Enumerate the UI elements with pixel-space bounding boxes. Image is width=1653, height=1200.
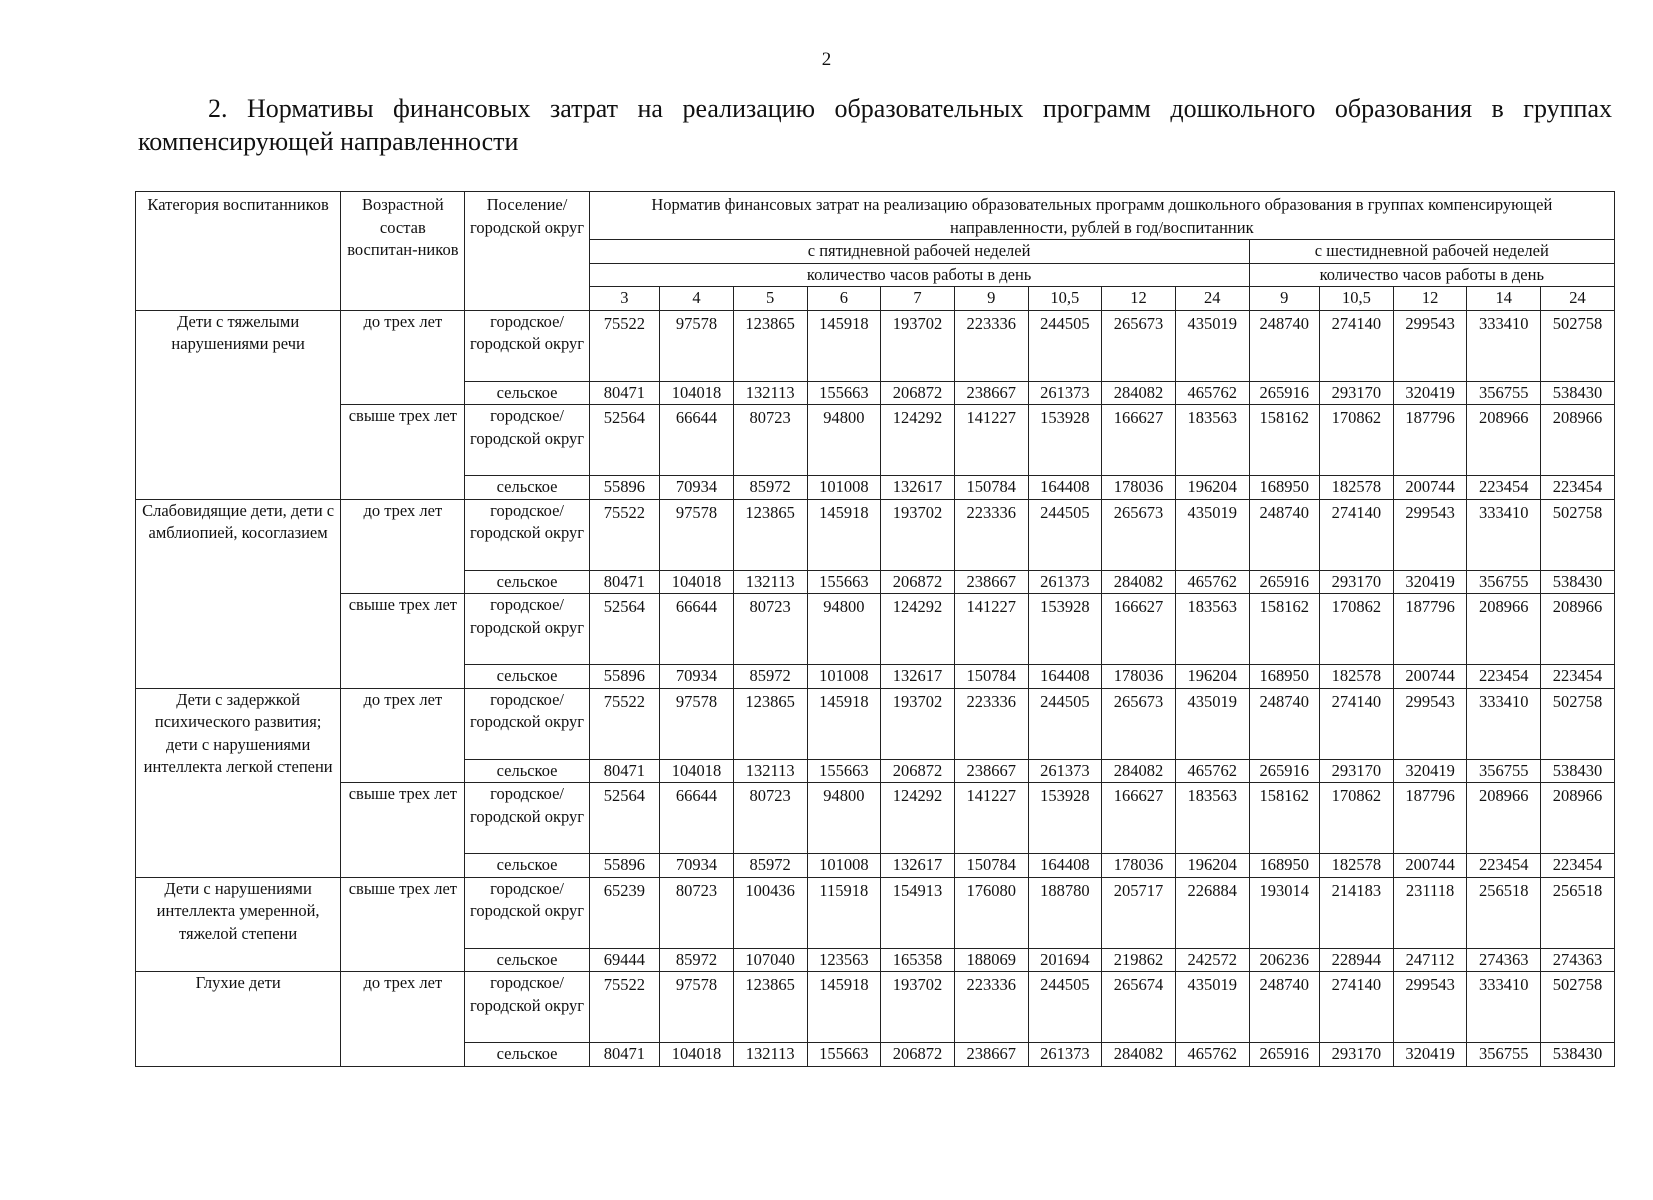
value-cell: 80471 xyxy=(589,1043,660,1067)
value-cell: 502758 xyxy=(1541,499,1615,570)
value-cell: 293170 xyxy=(1320,1043,1394,1067)
value-cell: 153928 xyxy=(1028,594,1102,665)
table-row xyxy=(136,688,1615,759)
settlement-cell: городское/ городской округ xyxy=(465,594,589,665)
value-cell: 80723 xyxy=(733,783,807,854)
category-cell: Дети с тяжелыми нарушениями речи xyxy=(136,310,341,499)
value-cell: 223336 xyxy=(954,972,1028,1043)
value-cell: 206872 xyxy=(881,759,955,783)
value-cell: 223336 xyxy=(954,499,1028,570)
value-cell: 187796 xyxy=(1393,783,1467,854)
value-cell: 132113 xyxy=(733,570,807,594)
value-cell: 193702 xyxy=(881,499,955,570)
value-cell: 94800 xyxy=(807,594,881,665)
value-cell: 132617 xyxy=(881,476,955,500)
value-cell: 284082 xyxy=(1102,381,1176,405)
normatives-table xyxy=(135,191,1615,1067)
value-cell: 293170 xyxy=(1320,381,1394,405)
value-cell: 104018 xyxy=(660,759,734,783)
value-cell: 75522 xyxy=(589,499,660,570)
value-cell: 320419 xyxy=(1393,381,1467,405)
value-cell: 187796 xyxy=(1393,594,1467,665)
value-cell: 158162 xyxy=(1249,405,1320,476)
value-cell: 265916 xyxy=(1249,381,1320,405)
value-cell: 261373 xyxy=(1028,381,1102,405)
value-cell: 261373 xyxy=(1028,570,1102,594)
value-cell: 183563 xyxy=(1175,594,1249,665)
age-cell: до трех лет xyxy=(341,972,465,1067)
age-cell: до трех лет xyxy=(341,499,465,594)
table-row xyxy=(136,310,1615,381)
hours-five-day-cell: 4 xyxy=(660,287,734,311)
value-cell: 132113 xyxy=(733,759,807,783)
settlement-cell: сельское xyxy=(465,381,589,405)
value-cell: 208966 xyxy=(1467,594,1541,665)
value-cell: 150784 xyxy=(954,476,1028,500)
value-cell: 193014 xyxy=(1249,877,1320,948)
value-cell: 261373 xyxy=(1028,1043,1102,1067)
age-cell: свыше трех лет xyxy=(341,405,465,500)
value-cell: 206872 xyxy=(881,381,955,405)
value-cell: 132113 xyxy=(733,1043,807,1067)
value-cell: 97578 xyxy=(660,499,734,570)
value-cell: 100436 xyxy=(733,877,807,948)
value-cell: 123865 xyxy=(733,972,807,1043)
value-cell: 182578 xyxy=(1320,854,1394,878)
value-cell: 265916 xyxy=(1249,1043,1320,1067)
value-cell: 101008 xyxy=(807,665,881,689)
value-cell: 85972 xyxy=(733,665,807,689)
value-cell: 244505 xyxy=(1028,310,1102,381)
value-cell: 208966 xyxy=(1467,405,1541,476)
value-cell: 178036 xyxy=(1102,854,1176,878)
value-cell: 502758 xyxy=(1541,310,1615,381)
value-cell: 55896 xyxy=(589,476,660,500)
value-cell: 265916 xyxy=(1249,759,1320,783)
age-cell: до трех лет xyxy=(341,688,465,783)
value-cell: 164408 xyxy=(1028,476,1102,500)
settlement-cell: городское/ городской округ xyxy=(465,972,589,1043)
value-cell: 214183 xyxy=(1320,877,1394,948)
value-cell: 170862 xyxy=(1320,594,1394,665)
value-cell: 70934 xyxy=(660,854,734,878)
value-cell: 465762 xyxy=(1175,1043,1249,1067)
value-cell: 168950 xyxy=(1249,665,1320,689)
value-cell: 66644 xyxy=(660,783,734,854)
value-cell: 435019 xyxy=(1175,499,1249,570)
value-cell: 168950 xyxy=(1249,476,1320,500)
value-cell: 356755 xyxy=(1467,381,1541,405)
hours-five-day-cell: 12 xyxy=(1102,287,1176,311)
value-cell: 132617 xyxy=(881,854,955,878)
header-age: Возрастной состав воспитан-ников xyxy=(341,192,465,311)
value-cell: 333410 xyxy=(1467,688,1541,759)
value-cell: 206872 xyxy=(881,1043,955,1067)
hours-six-day-cell: 9 xyxy=(1249,287,1320,311)
hours-six-day-cell: 14 xyxy=(1467,287,1541,311)
value-cell: 141227 xyxy=(954,594,1028,665)
value-cell: 155663 xyxy=(807,381,881,405)
value-cell: 299543 xyxy=(1393,310,1467,381)
value-cell: 170862 xyxy=(1320,405,1394,476)
header-hours-label-six-day: количество часов работы в день xyxy=(1249,263,1614,287)
value-cell: 196204 xyxy=(1175,476,1249,500)
value-cell: 66644 xyxy=(660,594,734,665)
value-cell: 97578 xyxy=(660,310,734,381)
value-cell: 55896 xyxy=(589,854,660,878)
value-cell: 145918 xyxy=(807,972,881,1043)
value-cell: 223454 xyxy=(1467,476,1541,500)
value-cell: 94800 xyxy=(807,405,881,476)
value-cell: 170862 xyxy=(1320,783,1394,854)
value-cell: 145918 xyxy=(807,688,881,759)
value-cell: 256518 xyxy=(1541,877,1615,948)
value-cell: 208966 xyxy=(1467,783,1541,854)
hours-five-day-cell: 24 xyxy=(1175,287,1249,311)
value-cell: 219862 xyxy=(1102,948,1176,972)
header-category: Категория воспитанников xyxy=(136,192,341,311)
value-cell: 435019 xyxy=(1175,972,1249,1043)
value-cell: 123563 xyxy=(807,948,881,972)
value-cell: 115918 xyxy=(807,877,881,948)
value-cell: 265673 xyxy=(1102,499,1176,570)
value-cell: 178036 xyxy=(1102,665,1176,689)
hours-five-day-cell: 9 xyxy=(954,287,1028,311)
value-cell: 158162 xyxy=(1249,594,1320,665)
value-cell: 150784 xyxy=(954,854,1028,878)
value-cell: 75522 xyxy=(589,972,660,1043)
table-body xyxy=(136,310,1615,1066)
value-cell: 80723 xyxy=(733,594,807,665)
value-cell: 132617 xyxy=(881,665,955,689)
value-cell: 154913 xyxy=(881,877,955,948)
hours-six-day-cell: 12 xyxy=(1393,287,1467,311)
value-cell: 196204 xyxy=(1175,665,1249,689)
settlement-cell: сельское xyxy=(465,759,589,783)
value-cell: 244505 xyxy=(1028,688,1102,759)
table-header xyxy=(136,192,1615,311)
value-cell: 200744 xyxy=(1393,665,1467,689)
value-cell: 223454 xyxy=(1541,854,1615,878)
hours-six-day-cell: 10,5 xyxy=(1320,287,1394,311)
value-cell: 124292 xyxy=(881,594,955,665)
age-cell: свыше трех лет xyxy=(341,783,465,878)
value-cell: 465762 xyxy=(1175,570,1249,594)
value-cell: 238667 xyxy=(954,1043,1028,1067)
table-row xyxy=(136,783,1615,854)
value-cell: 75522 xyxy=(589,688,660,759)
value-cell: 208966 xyxy=(1541,783,1615,854)
value-cell: 538430 xyxy=(1541,759,1615,783)
value-cell: 356755 xyxy=(1467,759,1541,783)
value-cell: 132113 xyxy=(733,381,807,405)
value-cell: 70934 xyxy=(660,476,734,500)
value-cell: 261373 xyxy=(1028,759,1102,783)
value-cell: 164408 xyxy=(1028,665,1102,689)
value-cell: 66644 xyxy=(660,405,734,476)
header-six-day-week: с шестидневной рабочей неделей xyxy=(1249,240,1614,264)
value-cell: 166627 xyxy=(1102,783,1176,854)
value-cell: 193702 xyxy=(881,972,955,1043)
settlement-cell: сельское xyxy=(465,665,589,689)
settlement-cell: городское/ городской округ xyxy=(465,405,589,476)
value-cell: 274140 xyxy=(1320,499,1394,570)
value-cell: 435019 xyxy=(1175,310,1249,381)
value-cell: 265673 xyxy=(1102,688,1176,759)
value-cell: 293170 xyxy=(1320,759,1394,783)
value-cell: 502758 xyxy=(1541,688,1615,759)
value-cell: 178036 xyxy=(1102,476,1176,500)
settlement-cell: сельское xyxy=(465,854,589,878)
value-cell: 176080 xyxy=(954,877,1028,948)
value-cell: 223454 xyxy=(1541,665,1615,689)
value-cell: 265916 xyxy=(1249,570,1320,594)
value-cell: 299543 xyxy=(1393,499,1467,570)
value-cell: 75522 xyxy=(589,310,660,381)
value-cell: 94800 xyxy=(807,783,881,854)
value-cell: 124292 xyxy=(881,783,955,854)
value-cell: 320419 xyxy=(1393,570,1467,594)
value-cell: 238667 xyxy=(954,381,1028,405)
value-cell: 356755 xyxy=(1467,1043,1541,1067)
value-cell: 150784 xyxy=(954,665,1028,689)
settlement-cell: городское/ городской округ xyxy=(465,877,589,948)
settlement-cell: городское/ городской округ xyxy=(465,688,589,759)
table-row xyxy=(136,972,1615,1043)
settlement-cell: сельское xyxy=(465,1043,589,1067)
value-cell: 123865 xyxy=(733,499,807,570)
value-cell: 155663 xyxy=(807,759,881,783)
value-cell: 196204 xyxy=(1175,854,1249,878)
value-cell: 97578 xyxy=(660,688,734,759)
value-cell: 166627 xyxy=(1102,405,1176,476)
value-cell: 55896 xyxy=(589,665,660,689)
value-cell: 104018 xyxy=(660,570,734,594)
value-cell: 293170 xyxy=(1320,570,1394,594)
page-number: 2 xyxy=(821,49,832,70)
value-cell: 85972 xyxy=(660,948,734,972)
value-cell: 107040 xyxy=(733,948,807,972)
value-cell: 274140 xyxy=(1320,972,1394,1043)
value-cell: 356755 xyxy=(1467,570,1541,594)
value-cell: 205717 xyxy=(1102,877,1176,948)
age-cell: свыше трех лет xyxy=(341,877,465,972)
value-cell: 155663 xyxy=(807,1043,881,1067)
value-cell: 182578 xyxy=(1320,476,1394,500)
value-cell: 201694 xyxy=(1028,948,1102,972)
value-cell: 244505 xyxy=(1028,972,1102,1043)
settlement-cell: сельское xyxy=(465,570,589,594)
value-cell: 206872 xyxy=(881,570,955,594)
value-cell: 80471 xyxy=(589,759,660,783)
hours-five-day-cell: 6 xyxy=(807,287,881,311)
value-cell: 248740 xyxy=(1249,972,1320,1043)
value-cell: 223336 xyxy=(954,688,1028,759)
value-cell: 256518 xyxy=(1467,877,1541,948)
table-row xyxy=(136,594,1615,665)
value-cell: 193702 xyxy=(881,688,955,759)
table-row xyxy=(136,877,1615,948)
settlement-cell: городское/ городской округ xyxy=(465,499,589,570)
age-cell: до трех лет xyxy=(341,310,465,405)
value-cell: 183563 xyxy=(1175,783,1249,854)
value-cell: 200744 xyxy=(1393,476,1467,500)
table-row xyxy=(136,499,1615,570)
value-cell: 538430 xyxy=(1541,381,1615,405)
value-cell: 52564 xyxy=(589,594,660,665)
value-cell: 153928 xyxy=(1028,783,1102,854)
value-cell: 52564 xyxy=(589,405,660,476)
hours-five-day-cell: 7 xyxy=(881,287,955,311)
value-cell: 502758 xyxy=(1541,972,1615,1043)
value-cell: 164408 xyxy=(1028,854,1102,878)
hours-five-day-cell: 10,5 xyxy=(1028,287,1102,311)
value-cell: 65239 xyxy=(589,877,660,948)
value-cell: 284082 xyxy=(1102,570,1176,594)
value-cell: 208966 xyxy=(1541,594,1615,665)
value-cell: 333410 xyxy=(1467,972,1541,1043)
header-five-day-week: с пятидневной рабочей неделей xyxy=(589,240,1249,264)
value-cell: 85972 xyxy=(733,854,807,878)
value-cell: 200744 xyxy=(1393,854,1467,878)
value-cell: 238667 xyxy=(954,570,1028,594)
value-cell: 265673 xyxy=(1102,310,1176,381)
value-cell: 153928 xyxy=(1028,405,1102,476)
value-cell: 183563 xyxy=(1175,405,1249,476)
value-cell: 168950 xyxy=(1249,854,1320,878)
category-cell: Дети с задержкой психического развития; дети с нарушениями интеллекта легкой степени xyxy=(136,688,341,877)
value-cell: 69444 xyxy=(589,948,660,972)
category-cell: Глухие дети xyxy=(136,972,341,1067)
value-cell: 284082 xyxy=(1102,1043,1176,1067)
value-cell: 244505 xyxy=(1028,499,1102,570)
value-cell: 193702 xyxy=(881,310,955,381)
value-cell: 465762 xyxy=(1175,759,1249,783)
value-cell: 80471 xyxy=(589,570,660,594)
hours-six-day-cell: 24 xyxy=(1541,287,1615,311)
value-cell: 248740 xyxy=(1249,310,1320,381)
value-cell: 85972 xyxy=(733,476,807,500)
value-cell: 104018 xyxy=(660,1043,734,1067)
value-cell: 97578 xyxy=(660,972,734,1043)
value-cell: 320419 xyxy=(1393,1043,1467,1067)
value-cell: 226884 xyxy=(1175,877,1249,948)
value-cell: 248740 xyxy=(1249,499,1320,570)
value-cell: 284082 xyxy=(1102,759,1176,783)
value-cell: 70934 xyxy=(660,665,734,689)
value-cell: 104018 xyxy=(660,381,734,405)
value-cell: 247112 xyxy=(1393,948,1467,972)
value-cell: 223454 xyxy=(1467,665,1541,689)
value-cell: 231118 xyxy=(1393,877,1467,948)
value-cell: 435019 xyxy=(1175,688,1249,759)
value-cell: 274140 xyxy=(1320,688,1394,759)
table-row xyxy=(136,405,1615,476)
hours-five-day-cell: 5 xyxy=(733,287,807,311)
value-cell: 80723 xyxy=(660,877,734,948)
value-cell: 80471 xyxy=(589,381,660,405)
value-cell: 538430 xyxy=(1541,1043,1615,1067)
value-cell: 223454 xyxy=(1467,854,1541,878)
value-cell: 187796 xyxy=(1393,405,1467,476)
value-cell: 228944 xyxy=(1320,948,1394,972)
value-cell: 274140 xyxy=(1320,310,1394,381)
value-cell: 188069 xyxy=(954,948,1028,972)
value-cell: 145918 xyxy=(807,310,881,381)
document-heading: 2. Нормативы финансовых затрат на реализацию образовательных программ дошкольного образования в группах компенсирующей направленности xyxy=(138,94,1612,156)
category-cell: Слабовидящие дети, дети с амблиопией, косоглазием xyxy=(136,499,341,688)
value-cell: 248740 xyxy=(1249,688,1320,759)
age-cell: свыше трех лет xyxy=(341,594,465,689)
value-cell: 141227 xyxy=(954,405,1028,476)
header-hours-label-five-day: количество часов работы в день xyxy=(589,263,1249,287)
value-cell: 333410 xyxy=(1467,310,1541,381)
value-cell: 465762 xyxy=(1175,381,1249,405)
settlement-cell: городское/ городской округ xyxy=(465,783,589,854)
value-cell: 206236 xyxy=(1249,948,1320,972)
settlement-cell: городское/ городской округ xyxy=(465,310,589,381)
settlement-cell: сельское xyxy=(465,476,589,500)
value-cell: 274363 xyxy=(1467,948,1541,972)
value-cell: 123865 xyxy=(733,310,807,381)
value-cell: 538430 xyxy=(1541,570,1615,594)
value-cell: 101008 xyxy=(807,476,881,500)
hours-five-day-cell: 3 xyxy=(589,287,660,311)
value-cell: 223336 xyxy=(954,310,1028,381)
header-normative: Норматив финансовых затрат на реализацию образовательных программ дошкольного образования в группах компенсирующей направленности, рублей в год/воспитанник xyxy=(589,192,1614,240)
value-cell: 333410 xyxy=(1467,499,1541,570)
value-cell: 299543 xyxy=(1393,688,1467,759)
header-settlement: Поселение/ городской округ xyxy=(465,192,589,311)
value-cell: 123865 xyxy=(733,688,807,759)
value-cell: 188780 xyxy=(1028,877,1102,948)
value-cell: 145918 xyxy=(807,499,881,570)
value-cell: 52564 xyxy=(589,783,660,854)
value-cell: 165358 xyxy=(881,948,955,972)
value-cell: 223454 xyxy=(1541,476,1615,500)
value-cell: 320419 xyxy=(1393,759,1467,783)
value-cell: 208966 xyxy=(1541,405,1615,476)
value-cell: 166627 xyxy=(1102,594,1176,665)
value-cell: 155663 xyxy=(807,570,881,594)
value-cell: 242572 xyxy=(1175,948,1249,972)
value-cell: 101008 xyxy=(807,854,881,878)
value-cell: 265674 xyxy=(1102,972,1176,1043)
category-cell: Дети с нарушениями интеллекта умеренной, тяжелой степени xyxy=(136,877,341,972)
value-cell: 141227 xyxy=(954,783,1028,854)
value-cell: 80723 xyxy=(733,405,807,476)
value-cell: 124292 xyxy=(881,405,955,476)
settlement-cell: сельское xyxy=(465,948,589,972)
value-cell: 182578 xyxy=(1320,665,1394,689)
value-cell: 299543 xyxy=(1393,972,1467,1043)
value-cell: 158162 xyxy=(1249,783,1320,854)
value-cell: 274363 xyxy=(1541,948,1615,972)
value-cell: 238667 xyxy=(954,759,1028,783)
